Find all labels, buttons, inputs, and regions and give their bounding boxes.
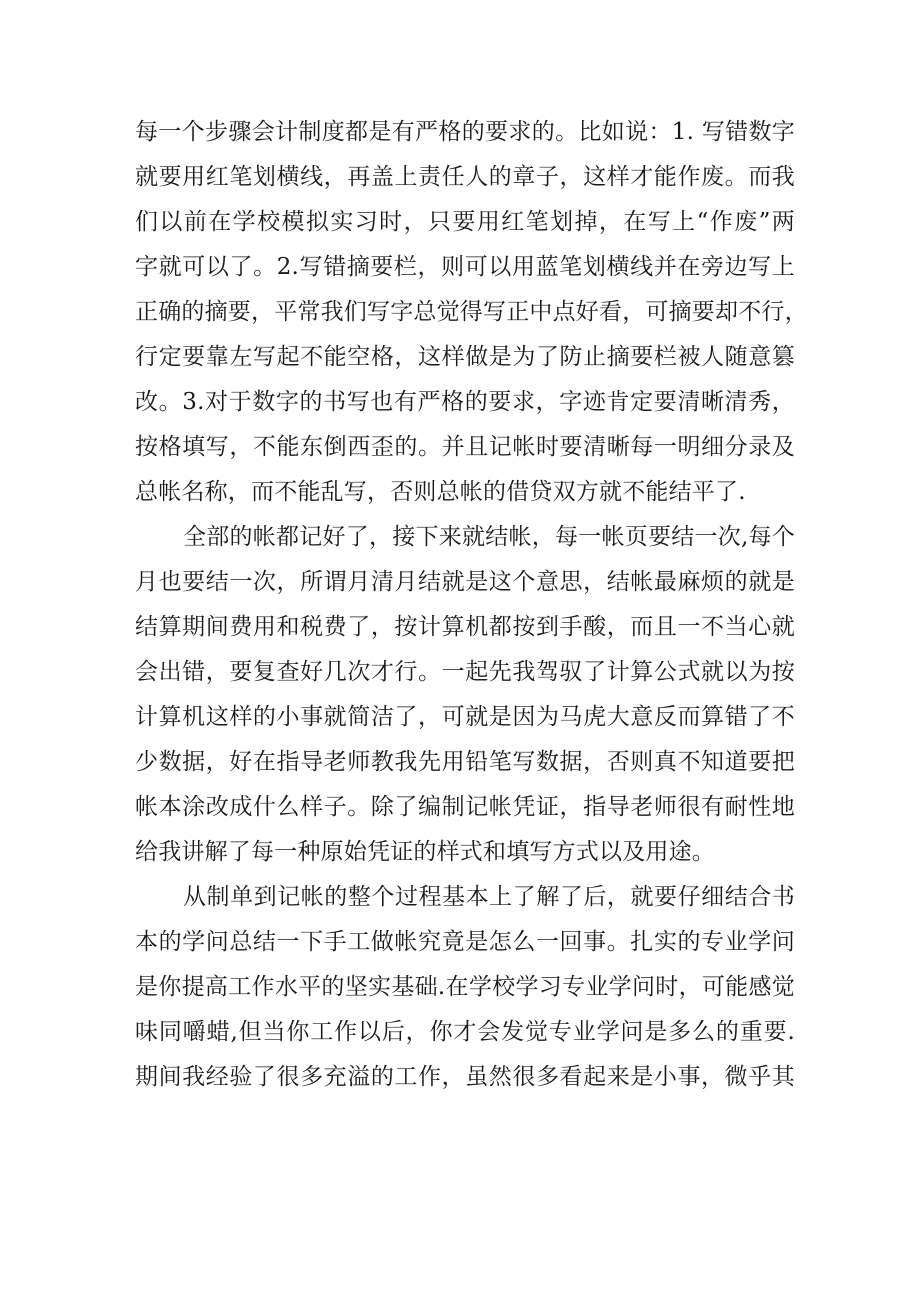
text-line: 们以前在学校模拟实习时，只要用红笔划掉，在写上“作废”两 xyxy=(135,209,795,235)
text-line: 正确的摘要，平常我们写字总觉得写正中点好看，可摘要却不行， xyxy=(135,299,808,325)
text-line: 本的学问总结一下手工做帐究竟是怎么一回事。扎实的专业学问 xyxy=(135,929,795,955)
text-line: 字就可以了。2.写错摘要栏，则可以用蓝笔划横线并在旁边写上 xyxy=(135,254,795,280)
text-line: 改。3.对于数字的书写也有严格的要求，字迹肯定要清晰清秀， xyxy=(135,389,795,415)
text-line: 就要用红笔划横线，再盖上责任人的章子，这样才能作废。而我 xyxy=(135,164,795,190)
text-line: 每一个步骤会计制度都是有严格的要求的。比如说：1. 写错数字 xyxy=(135,119,795,145)
paragraph-2 xyxy=(135,515,795,875)
text-line: 味同嚼蜡,但当你工作以后，你才会发觉专业学问是多么的重要. xyxy=(135,1019,795,1045)
text-line: 帐本涂改成什么样子。除了编制记帐凭证，指导老师很有耐性地 xyxy=(135,794,795,820)
text-line: 结算期间费用和税费了，按计算机都按到手酸，而且一不当心就 xyxy=(135,614,795,640)
text-line: 从制单到记帐的整个过程基本上了解了后，就要仔细结合书 xyxy=(183,884,795,910)
text-line: 计算机这样的小事就简洁了，可就是因为马虎大意反而算错了不 xyxy=(135,704,795,730)
text-line: 全部的帐都记好了，接下来就结帐，每一帐页要结一次,每个 xyxy=(183,524,795,550)
paragraph-3 xyxy=(135,875,795,1100)
text-line: 给我讲解了每一种原始凭证的样式和填写方式以及用途。 xyxy=(135,839,715,865)
text-line: 按格填写，不能东倒西歪的。并且记帐时要清晰每一明细分录及 xyxy=(135,434,795,460)
text-line: 是你提高工作水平的坚实基础.在学校学习专业学问时，可能感觉 xyxy=(135,974,795,1000)
text-line: 会出错，要复查好几次才行。一起先我驾驭了计算公式就以为按 xyxy=(135,659,795,685)
document-body xyxy=(135,110,808,1100)
text-line: 少数据，好在指导老师教我先用铅笔写数据，否则真不知道要把 xyxy=(135,749,795,775)
paragraph-1 xyxy=(135,110,808,515)
text-line: 总帐名称，而不能乱写，否则总帐的借贷双方就不能结平了. xyxy=(135,479,746,505)
text-line: 期间我经验了很多充溢的工作，虽然很多看起来是小事，微乎其 xyxy=(135,1064,795,1090)
text-line: 月也要结一次，所谓月清月结就是这个意思，结帐最麻烦的就是 xyxy=(135,569,795,595)
text-line: 行定要靠左写起不能空格，这样做是为了防止摘要栏被人随意篡 xyxy=(135,344,795,370)
